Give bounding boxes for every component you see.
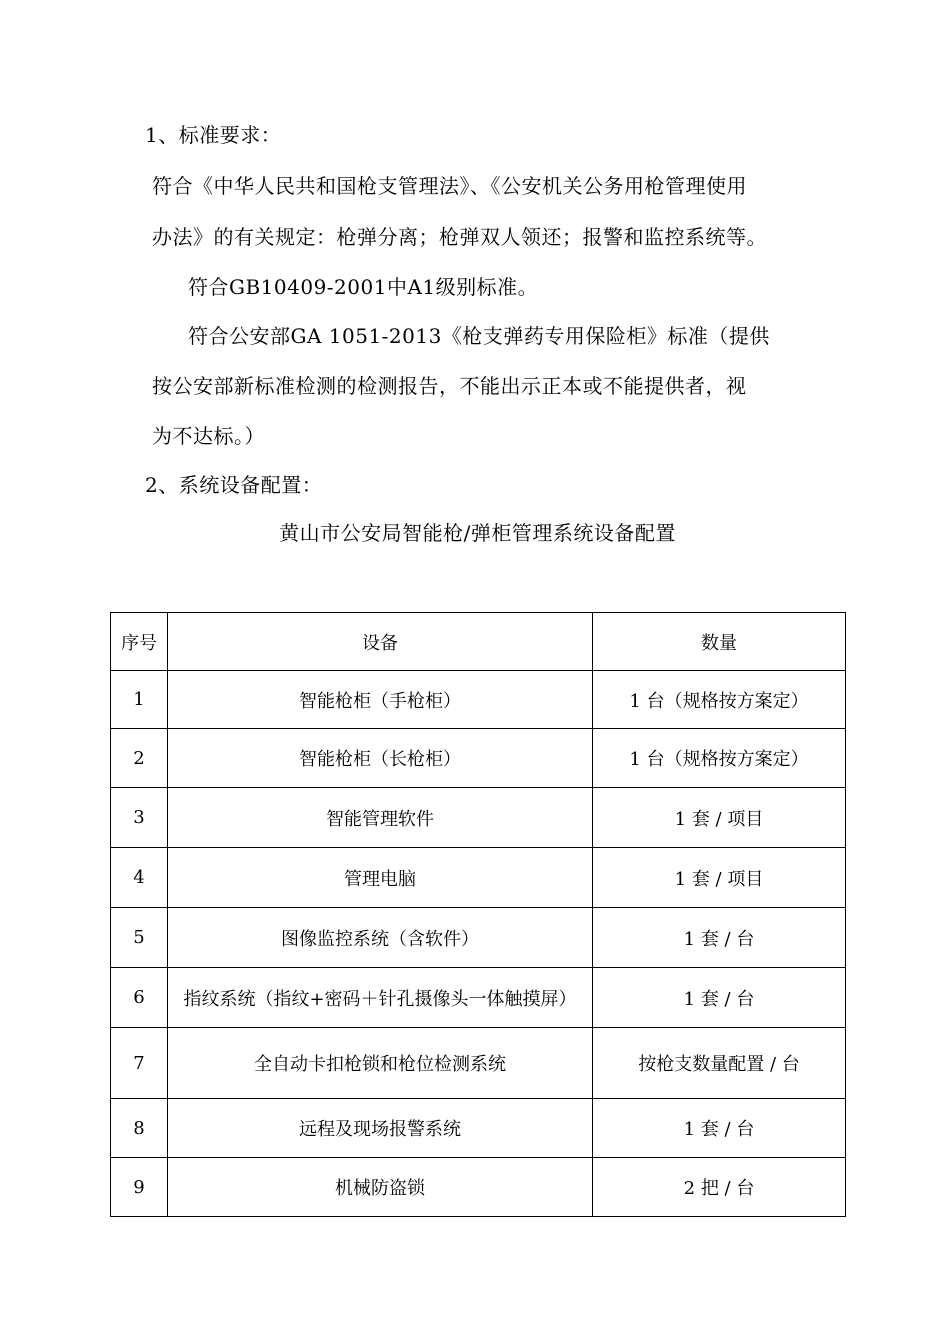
section1-para2: 符合GB10409-2001中A1级别标准。 xyxy=(188,275,539,299)
row-device: 指纹系统（指纹+密码＋针孔摄像头一体触摸屏） xyxy=(168,968,593,1028)
row-quantity: 按枪支数量配置 / 台 xyxy=(593,1028,846,1099)
table-row xyxy=(111,788,846,848)
header-device: 设备 xyxy=(168,613,593,671)
row-index: 6 xyxy=(111,968,168,1028)
table-row xyxy=(111,1158,846,1217)
section1-para3-line2: 按公安部新标准检测的检测报告，不能出示正本或不能提供者，视 xyxy=(152,374,747,398)
table-row xyxy=(111,1028,846,1099)
row-quantity: 2 把 / 台 xyxy=(593,1158,846,1217)
row-index: 5 xyxy=(111,908,168,968)
section2-heading: 2、系统设备配置： xyxy=(145,473,323,497)
table-header-row xyxy=(111,613,846,671)
table-row xyxy=(111,908,846,968)
row-index: 4 xyxy=(111,848,168,908)
row-index: 7 xyxy=(111,1028,168,1099)
row-device: 机械防盗锁 xyxy=(168,1158,593,1217)
row-quantity: 1 台（规格按方案定） xyxy=(593,729,846,788)
row-quantity: 1 套 / 台 xyxy=(593,1099,846,1158)
row-index: 9 xyxy=(111,1158,168,1217)
row-index: 2 xyxy=(111,729,168,788)
section1-heading: 1、标准要求： xyxy=(145,123,282,147)
section1-para1-line1: 符合《中华人民共和国枪支管理法》、《公安机关公务用枪管理使用 xyxy=(152,174,747,198)
row-quantity: 1 台（规格按方案定） xyxy=(593,671,846,729)
row-quantity: 1 套 / 台 xyxy=(593,968,846,1028)
row-device: 智能枪柜（长枪柜） xyxy=(168,729,593,788)
row-quantity: 1 套 / 项目 xyxy=(593,788,846,848)
row-index: 3 xyxy=(111,788,168,848)
table-row xyxy=(111,968,846,1028)
header-index: 序号 xyxy=(111,613,168,671)
table-row xyxy=(111,729,846,788)
row-device: 图像监控系统（含软件） xyxy=(168,908,593,968)
row-device: 远程及现场报警系统 xyxy=(168,1099,593,1158)
row-quantity: 1 套 / 项目 xyxy=(593,848,846,908)
equipment-table xyxy=(110,612,846,1217)
row-device: 管理电脑 xyxy=(168,848,593,908)
header-quantity: 数量 xyxy=(593,613,846,671)
table-row xyxy=(111,1099,846,1158)
row-index: 8 xyxy=(111,1099,168,1158)
row-device: 智能管理软件 xyxy=(168,788,593,848)
row-index: 1 xyxy=(111,671,168,729)
table-row xyxy=(111,848,846,908)
section1-para1-line2: 办法》的有关规定：枪弹分离；枪弹双人领还；报警和监控系统等。 xyxy=(152,225,767,249)
table-row xyxy=(111,671,846,729)
section1-para3-line3: 为不达标。） xyxy=(152,424,265,448)
row-quantity: 1 套 / 台 xyxy=(593,908,846,968)
row-device: 智能枪柜（手枪柜） xyxy=(168,671,593,729)
table-title: 黄山市公安局智能枪/弹柜管理系统设备配置 xyxy=(279,521,676,545)
row-device: 全自动卡扣枪锁和枪位检测系统 xyxy=(168,1028,593,1099)
section1-para3-line1: 符合公安部GA 1051-2013《枪支弹药专用保险柜》标准（提供 xyxy=(188,324,770,348)
